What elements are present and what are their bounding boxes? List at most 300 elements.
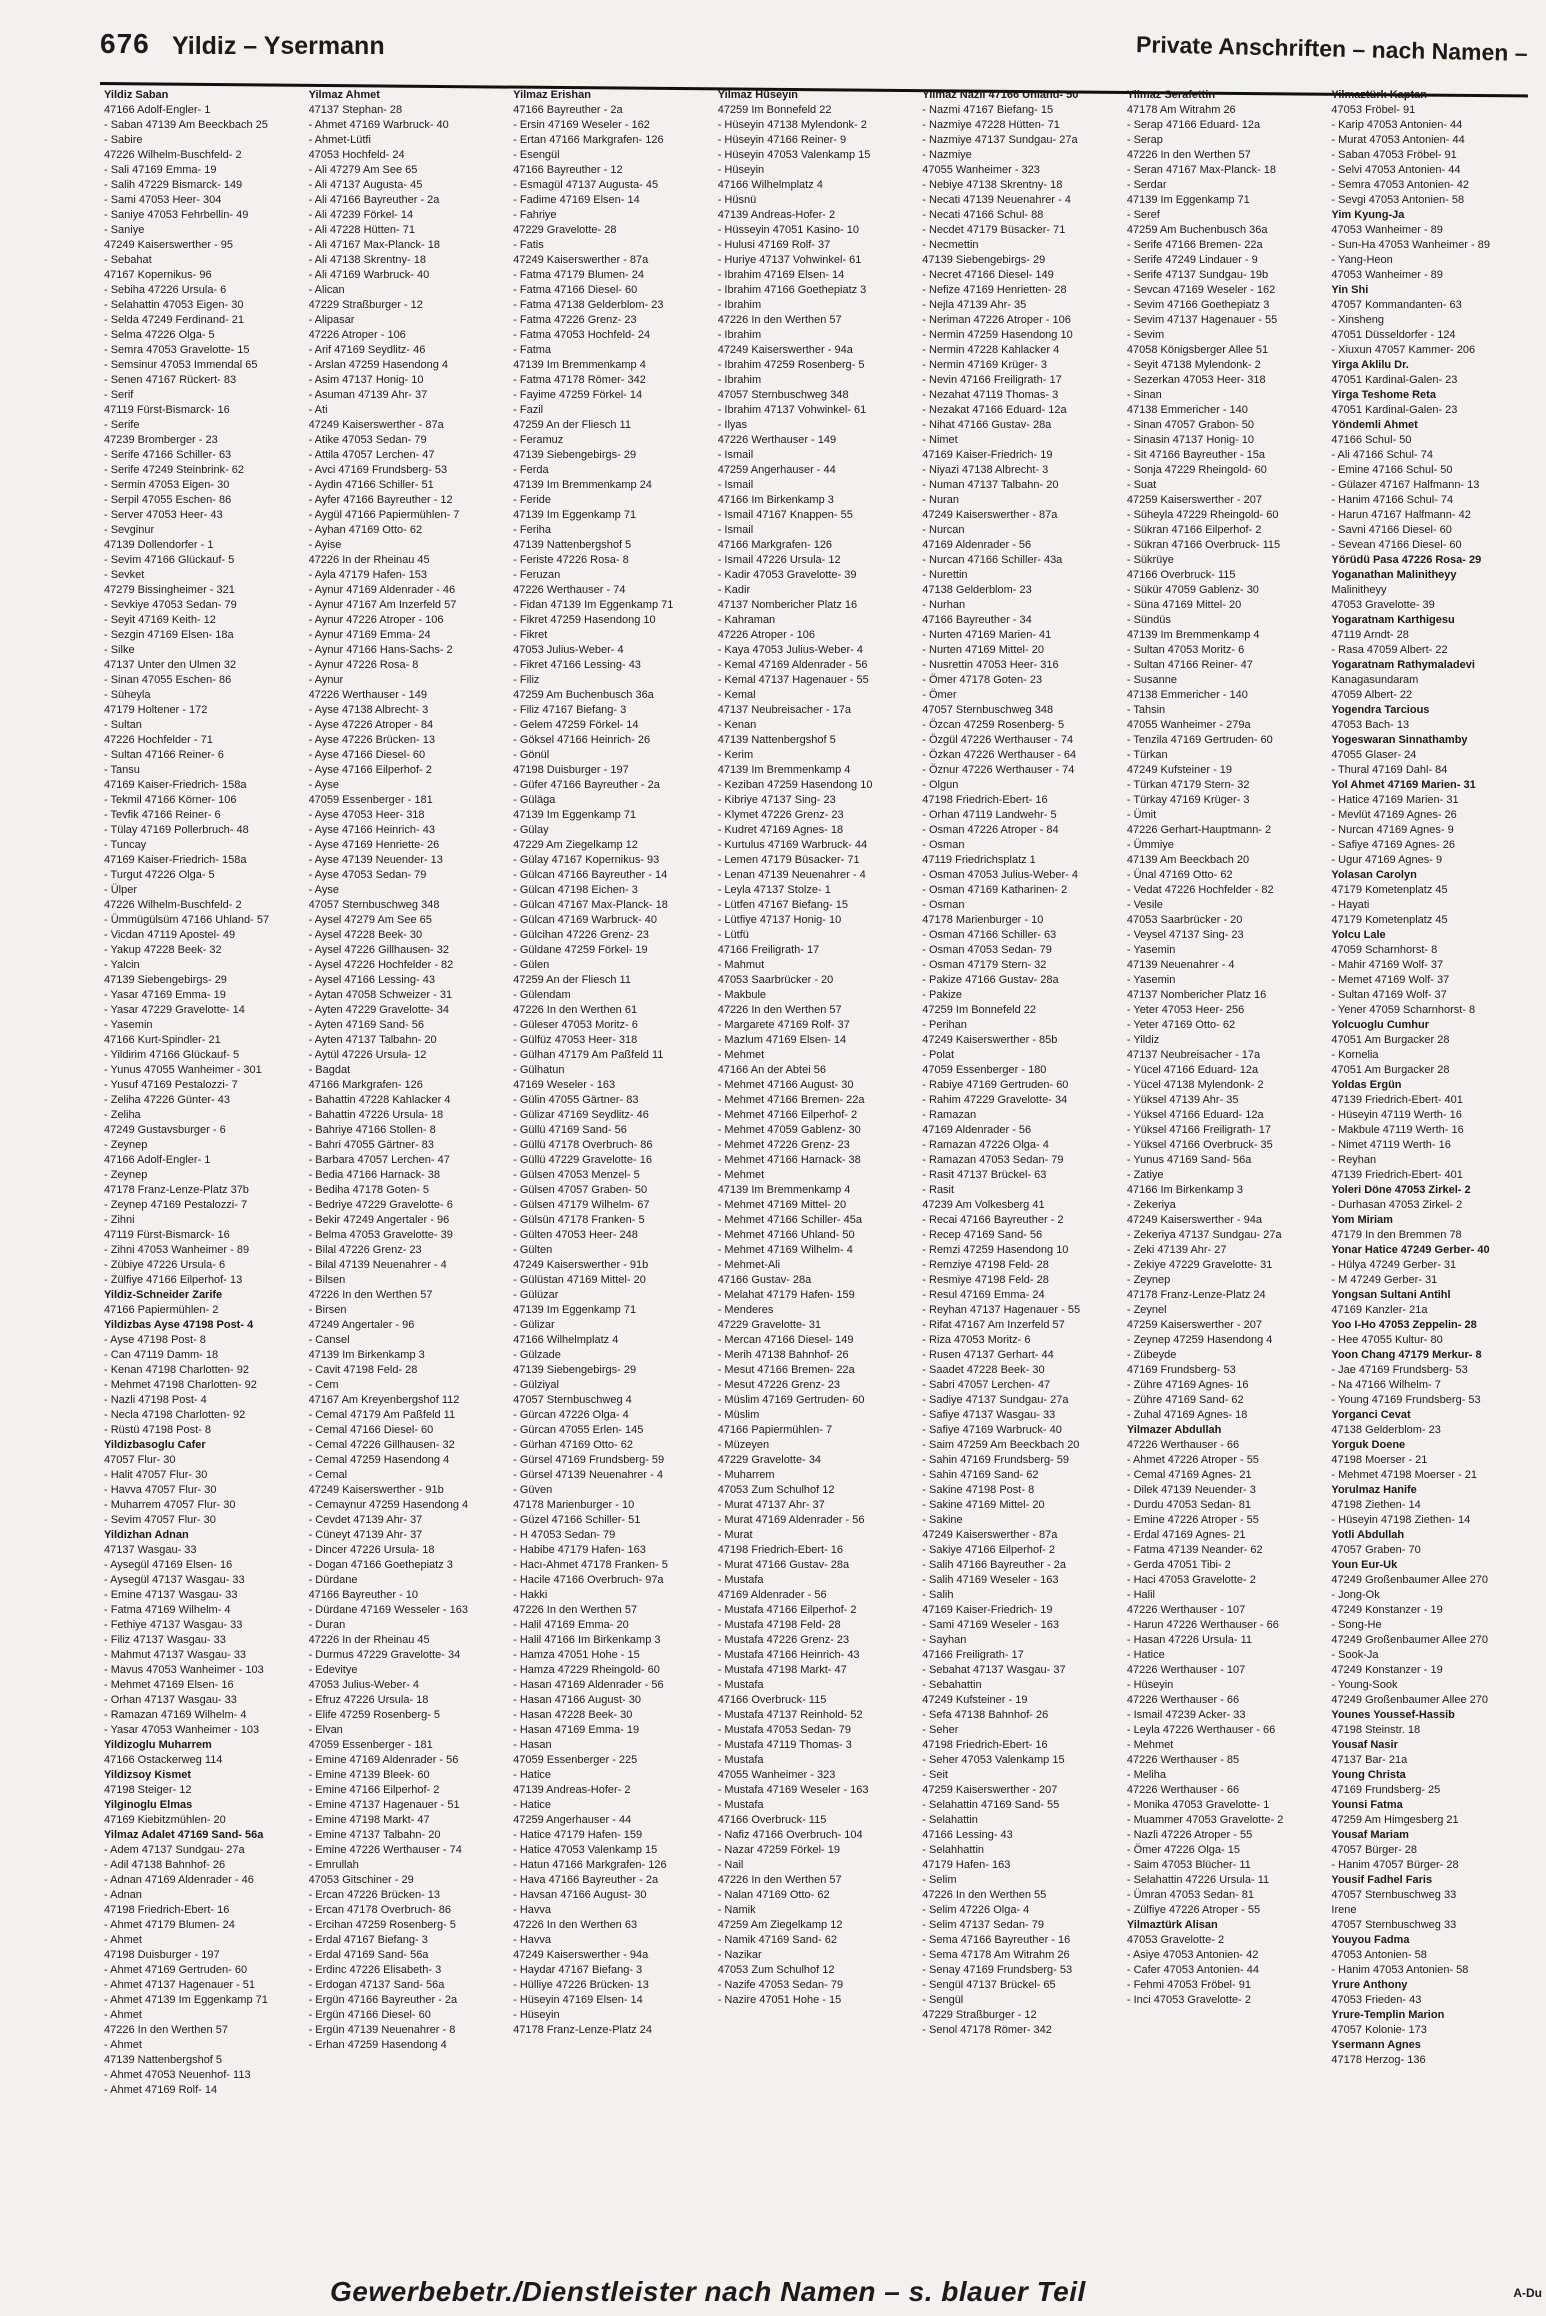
listing-entry: - Ayse 47169 Henriette- 26 <box>308 839 440 851</box>
listing-entry: - Sebahattin <box>922 1679 982 1691</box>
listing-entry: 47057 Graben- 70 <box>1331 1544 1421 1556</box>
listing-entry: - Mustafa 47226 Grenz- 23 <box>717 1634 850 1646</box>
listing-entry: - Ömer 47226 Olga- 15 <box>1126 1844 1240 1856</box>
listing-entry: - Fatma 47226 Grenz- 23 <box>513 314 637 326</box>
listing-entry: - Fatis <box>513 239 544 251</box>
listing-entry: 47053 Wanheimer - 89 <box>1331 224 1443 236</box>
listing-entry: - Cemal 47179 Am Paßfeld 11 <box>308 1409 456 1421</box>
listing-entry: - Serap 47166 Eduard- 12a <box>1126 119 1261 131</box>
listing-entry: - Mehmet 47166 Schiller- 45a <box>717 1214 862 1226</box>
listing-entry: - Bekir 47249 Angertaler - 96 <box>308 1214 450 1226</box>
listing-entry: - Erdal 47169 Sand- 56a <box>308 1949 429 1961</box>
listing-entry: 47226 Gerhart-Hauptmann- 2 <box>1126 824 1272 836</box>
listing-entry: - Ayse 47166 Diesel- 60 <box>308 749 426 761</box>
listing-entry: - Rahim 47229 Gravelotte- 34 <box>922 1094 1068 1106</box>
listing-entry: - Kemal 47169 Aldenrader - 56 <box>717 659 868 671</box>
listing-entry: 47166 Bayreuther - 10 <box>308 1589 419 1601</box>
listing-surname-entry: Yirga Aklilu Dr. <box>1331 359 1409 371</box>
listing-entry: - Perihan <box>922 1019 967 1031</box>
listing-surname-entry: Yolcuoglu Cumhur <box>1331 1019 1429 1031</box>
listing-surname-entry: Yogendra Tarcious <box>1331 704 1430 716</box>
listing-entry: - Güzel 47166 Schiller- 51 <box>513 1514 641 1526</box>
listing-entry: - Emine 47226 Atroper - 55 <box>1126 1514 1259 1526</box>
listing-entry: - Selma 47226 Olga- 5 <box>104 329 215 341</box>
listing-entry: - Hasan 47169 Aldenrader - 56 <box>513 1679 664 1691</box>
listing-entry: - Mustafa 47137 Reinhold- 52 <box>717 1709 863 1721</box>
listing-entry: - Yunus 47169 Sand- 56a <box>1126 1154 1252 1166</box>
listing-entry: 47198 Duisburger - 197 <box>513 764 629 776</box>
listing-entry: - Harun 47226 Werthauser - 66 <box>1126 1619 1279 1631</box>
listing-entry: - Hacı-Ahmet 47178 Franken- 5 <box>513 1559 668 1571</box>
listing-entry: - Aysel 47226 Gillhausen- 32 <box>308 944 450 956</box>
listing-entry: 47119 Arndt- 28 <box>1331 629 1409 641</box>
listing-entry: - Güllü 47169 Sand- 56 <box>513 1124 627 1136</box>
listing-entry: - Filiz <box>513 674 540 686</box>
listing-entry: - Havva 47057 Flur- 30 <box>104 1484 217 1496</box>
listing-entry: - Fehmi 47053 Fröbel- 91 <box>1126 1979 1251 1991</box>
listing-entry: - Ramazan <box>922 1109 977 1121</box>
listing-entry: - Hamza 47229 Rheingold- 60 <box>513 1664 660 1676</box>
listing-entry: - Rabiye 47169 Gertruden- 60 <box>922 1079 1069 1091</box>
listing-entry: 47139 Im Eggenkamp 71 <box>513 809 637 821</box>
listing-entry: - Veysel 47137 Sing- 23 <box>1126 929 1244 941</box>
listing-entry: 47166 Wilhelmplatz 4 <box>513 1334 619 1346</box>
listing-entry: 47249 Angertaler - 96 <box>308 1319 415 1331</box>
listing-entry: - Feramuz <box>513 434 564 446</box>
listing-entry: 47169 Weseler - 163 <box>513 1079 616 1091</box>
listing-entry: 47169 Kaiser-Friedrich- 158a <box>104 779 247 791</box>
listing-entry: 47198 Steiger- 12 <box>104 1784 192 1796</box>
listing-entry: 47166 Papiermühlen- 2 <box>104 1304 219 1316</box>
listing-entry: - Güllü 47229 Gravelotte- 16 <box>513 1154 652 1166</box>
listing-entry: - Yasar 47053 Wanheimer - 103 <box>104 1724 260 1736</box>
listing-entry: - Mehmet 47166 Harnack- 38 <box>717 1154 861 1166</box>
listing-entry: - Margarete 47169 Rolf- 37 <box>717 1019 850 1031</box>
listing-entry: 47167 Am Kreyenbergshof 112 <box>308 1394 460 1406</box>
listing-entry: 47249 Kaiserswerther - 87a <box>308 419 444 431</box>
listing-entry: - Sengül <box>922 1994 964 2006</box>
listing-entry: - Hüseyin <box>513 2009 560 2021</box>
listing-entry: - Monika 47053 Gravelotte- 1 <box>1126 1799 1270 1811</box>
listing-entry: - Ali 47166 Schul- 74 <box>1331 449 1433 461</box>
listing-entry: - Sakiye 47166 Eilperhof- 2 <box>922 1544 1055 1556</box>
listing-entry: - Mehmet <box>717 1049 765 1061</box>
listing-entry: 47198 Friedrich-Ebert- 16 <box>922 794 1048 806</box>
listing-entry: - Güldane 47259 Förkel- 19 <box>513 944 648 956</box>
listing-entry: - Hatun 47166 Markgrafen- 126 <box>513 1859 667 1871</box>
listing-entry: - Sevcan 47169 Weseler - 162 <box>1126 284 1276 296</box>
listing-entry: - Serpil 47055 Eschen- 86 <box>104 494 232 506</box>
listing-entry: 47226 Wilhelm-Buschfeld- 2 <box>104 149 242 161</box>
listing-entry: - Selim 47137 Sedan- 79 <box>922 1919 1044 1931</box>
listing-entry: - Dogan 47166 Goethepiatz 3 <box>308 1559 453 1571</box>
listing-entry: - Ibrahim 47137 Vohwinkel- 61 <box>717 404 867 416</box>
listing-entry: 47166 Overbruck- 115 <box>1126 569 1236 581</box>
listing-entry: - Havsan 47166 August- 30 <box>513 1889 647 1901</box>
listing-entry: - Ali 47279 Am See 65 <box>308 164 418 176</box>
listing-entry: - Adil 47138 Bahnhof- 26 <box>104 1859 226 1871</box>
listing-entry: 47139 Friedrich-Ebert- 401 <box>1331 1169 1463 1181</box>
listing-entry: - Selahattin 47053 Eigen- 30 <box>104 299 244 311</box>
listing-entry: 47057 Kommandanten- 63 <box>1331 299 1462 311</box>
listing-entry: - Murat 47053 Antonien- 44 <box>1331 134 1465 146</box>
listing-entry: - Gülsen 47053 Menzel- 5 <box>513 1169 640 1181</box>
listing-entry: - Resmiye 47198 Feld- 28 <box>922 1274 1049 1286</box>
listing-entry: - Sultan 47053 Moritz- 6 <box>1126 644 1245 656</box>
listing-entry: - Gülin 47055 Gärtner- 83 <box>513 1094 639 1106</box>
listing-entry: 47057 Sternbuschweg 348 <box>922 704 1054 716</box>
listing-entry: 47259 Angerhauser - 44 <box>513 1814 632 1826</box>
listing-entry: - Sinan 47055 Eschen- 86 <box>104 674 232 686</box>
listing-entry: 47166 Schul- 50 <box>1331 434 1412 446</box>
listing-entry: - Saniye 47053 Fehrbellin- 49 <box>104 209 249 221</box>
listing-entry: - Yasemin <box>1126 944 1176 956</box>
listing-entry: - Cemal 47259 Hasendong 4 <box>308 1454 450 1466</box>
listing-entry: - Ramazan 47226 Olga- 4 <box>922 1139 1049 1151</box>
listing-entry: - Ergün 47166 Diesel- 60 <box>308 2009 431 2021</box>
listing-entry: - Sultan 47166 Reiner- 47 <box>1126 659 1253 671</box>
listing-entry: - Zeynep <box>104 1139 148 1151</box>
listing-entry: - Zihni <box>104 1214 135 1226</box>
listing-entry: - Zeliha <box>104 1109 141 1121</box>
listing-entry: - Esmagül 47137 Augusta- 45 <box>513 179 659 191</box>
listing-entry: 47138 Emmericher - 140 <box>1126 689 1248 701</box>
listing-entry: - Kurtulus 47169 Warbruck- 44 <box>717 839 868 851</box>
listing-entry: - Hüseyin 47198 Ziethen- 14 <box>1331 1514 1471 1526</box>
listing-surname-entry: Yilmaz Hüseyin <box>717 89 798 101</box>
listing-entry: - Elife 47259 Rosenberg- 5 <box>308 1709 441 1721</box>
listing-entry: - Zatiye <box>1126 1169 1164 1181</box>
listing-entry: - Gürsel 47169 Frundsberg- 59 <box>513 1454 665 1466</box>
listing-entry: - Mavus 47053 Wanheimer - 103 <box>104 1664 264 1676</box>
listing-entry: - Bahri 47055 Gärtner- 83 <box>308 1139 434 1151</box>
listing-entry: - Serife 47166 Schiller- 63 <box>104 449 232 461</box>
listing-entry: - Tansu <box>104 764 140 776</box>
listing-entry: - Fatma 47053 Hochfeld- 24 <box>513 329 651 341</box>
listing-entry: - Sabire <box>104 134 143 146</box>
listing-entry: - Erdal 47167 Biefang- 3 <box>308 1934 428 1946</box>
listing-entry: - Namik <box>717 1904 756 1916</box>
listing-entry: - Sezerkan 47053 Heer- 318 <box>1126 374 1266 386</box>
listing-entry: - Hasan 47226 Ursula- 11 <box>1126 1634 1252 1646</box>
listing-entry: - Bagdat <box>308 1064 351 1076</box>
listing-entry: 47169 Kaiser-Friedrich- 19 <box>922 1604 1053 1616</box>
listing-entry: - Nermin 47169 Krüger- 3 <box>922 359 1048 371</box>
listing-entry: - Ümit <box>1126 809 1157 821</box>
listing-entry: - Ayse 47198 Post- 8 <box>104 1334 206 1346</box>
listing-surname-entry: Yousaf Mariam <box>1331 1829 1409 1841</box>
listing-entry: 47055 Wanheimer - 323 <box>717 1769 836 1781</box>
listing-entry: - Vesile <box>1126 899 1163 911</box>
listing-entry: 47166 Papiermühlen- 7 <box>717 1424 833 1436</box>
listing-entry: 47226 In den Werthen 57 <box>104 2024 228 2036</box>
listing-entry: - Zülfiye 47226 Atroper - 55 <box>1126 1904 1261 1916</box>
listing-surname-entry: Yilmaz Erishan <box>513 89 591 101</box>
listing-entry: 47169 Kaiser-Friedrich- 158a <box>104 854 247 866</box>
listing-entry: - Hacile 47166 Overbruch- 97a <box>513 1574 664 1586</box>
listing-entry: 47178 Franz-Lenze-Platz 37b <box>104 1184 249 1196</box>
listing-entry: - Esengül <box>513 149 560 161</box>
listing-entry: - Lenan 47139 Neuenahrer - 4 <box>717 869 866 881</box>
listing-entry: 47053 Wanheimer - 89 <box>1331 269 1443 281</box>
listing-entry: 47239 Bromberger - 23 <box>104 434 218 446</box>
listing-entry: - Bahattin 47228 Kahlacker 4 <box>308 1094 451 1106</box>
listing-entry: - Mustafa <box>717 1754 764 1766</box>
listing-entry: - Ayse 47226 Brücken- 13 <box>308 734 435 746</box>
listing-entry: - Mehmet <box>1126 1739 1174 1751</box>
listing-entry: - Rifat 47167 Am Inzerfeld 57 <box>922 1319 1065 1331</box>
listing-entry: 47259 Am Himgesberg 21 <box>1331 1814 1459 1826</box>
listing-entry: - Emine 47166 Schul- 50 <box>1331 464 1453 476</box>
listing-entry: - Osman 47226 Atroper - 84 <box>922 824 1059 836</box>
listing-entry: - Gülhatun <box>513 1064 565 1076</box>
listing-entry: - Nejla 47139 Ahr- 35 <box>922 299 1027 311</box>
listing-surname-entry: Yildizsoy Kismet <box>104 1769 192 1781</box>
listing-entry: 47139 Nattenbergshof 5 <box>717 734 836 746</box>
listing-entry: - Erdinc 47226 Elisabeth- 3 <box>308 1964 442 1976</box>
listing-entry: - Hamza 47051 Hohe - 15 <box>513 1649 640 1661</box>
listing-entry: Irene <box>1331 1904 1357 1916</box>
listing-entry: - Serife <box>104 419 140 431</box>
listing-entry: - Erdogan 47137 Sand- 56a <box>308 1979 445 1991</box>
listing-entry: - Feruzan <box>513 569 561 581</box>
listing-entry: - Mehmet 47166 Eilperhof- 2 <box>717 1109 858 1121</box>
listing-entry: - Gülay 47167 Kopernikus- 93 <box>513 854 660 866</box>
listing-entry: 47139 Andreas-Hofer- 2 <box>717 209 836 221</box>
listing-entry: - Merih 47138 Bahnhof- 26 <box>717 1349 849 1361</box>
listing-entry: 47259 Am Ziegelkamp 12 <box>717 1919 843 1931</box>
listing-entry: - Nurcan 47166 Schiller- 43a <box>922 554 1063 566</box>
listing-entry: 47249 Kaiserswerther - 95 <box>104 239 234 251</box>
listing-entry: - Kenan <box>717 719 757 731</box>
listing-entry: 47057 Bürger- 28 <box>1331 1844 1418 1856</box>
listing-entry: - Emine 47166 Eilperhof- 2 <box>308 1784 440 1796</box>
listing-entry: - Selvi 47053 Antonien- 44 <box>1331 164 1461 176</box>
listing-entry: 47059 Essenberger - 225 <box>513 1754 638 1766</box>
listing-entry: - Sahin 47169 Sand- 62 <box>922 1469 1039 1481</box>
listing-entry: 47138 Gelderblom- 23 <box>1331 1424 1441 1436</box>
listing-entry: 47137 Nombericher Platz 16 <box>1126 989 1267 1001</box>
listing-entry: 47226 In den Werthen 63 <box>513 1919 638 1931</box>
listing-entry: 47139 Nattenbergshof 5 <box>513 539 632 551</box>
listing-entry: - Gürhan 47169 Otto- 62 <box>513 1439 633 1451</box>
listing-entry: - Gürcan 47226 Olga- 4 <box>513 1409 629 1421</box>
listing-entry: - Hulusi 47169 Rolf- 37 <box>717 239 831 251</box>
listing-surname-entry: Yom Miriam <box>1331 1214 1393 1226</box>
listing-entry: - Nefize 47169 Henrietten- 28 <box>922 284 1067 296</box>
listing-entry: 47259 Im Bonnefeld 22 <box>922 1004 1037 1016</box>
listing-entry: 47198 Friedrich-Ebert- 16 <box>717 1544 844 1556</box>
listing-entry: 47166 Bayreuther - 34 <box>922 614 1032 626</box>
listing-entry: - Lütfen 47167 Biefang- 15 <box>717 899 848 911</box>
listing-entry: - Seran 47167 Max-Planck- 18 <box>1126 164 1277 176</box>
listing-entry: - Nazmiye <box>922 149 972 161</box>
listing-entry: - Cafer 47053 Antonien- 44 <box>1126 1964 1259 1976</box>
listing-entry: - Rasit <box>922 1184 955 1196</box>
listing-entry: - Meliha <box>1126 1769 1166 1781</box>
listing-entry: - Riza 47053 Moritz- 6 <box>922 1334 1031 1346</box>
listing-entry: - Hava 47166 Bayreuther - 2a <box>513 1874 659 1886</box>
listing-entry: - Ayse <box>308 779 339 791</box>
listing-entry: 47226 Werthauser - 66 <box>1126 1694 1240 1706</box>
listing-entry: 47051 Düsseldorfer - 124 <box>1331 329 1456 341</box>
listing-entry: - Aysel 47279 Am See 65 <box>308 914 432 926</box>
listing-entry: - Ismail <box>717 479 754 491</box>
listing-entry: - Yalcin <box>104 959 140 971</box>
listing-entry: - Nermin 47228 Kahlacker 4 <box>922 344 1060 356</box>
listing-entry: 47053 Zum Schulhof 12 <box>717 1964 835 1976</box>
listing-entry: - Mustafa 47198 Feld- 28 <box>717 1619 841 1631</box>
listing-surname-entry: Yildizoglu Muharrem <box>104 1739 212 1751</box>
listing-entry: - Fatma <box>513 344 552 356</box>
listing-entry: - Hanim 47057 Bürger- 28 <box>1331 1859 1459 1871</box>
listing-entry: - Yasemin <box>104 1019 153 1031</box>
listing-entry: - Muharrem 47057 Flur- 30 <box>104 1499 236 1511</box>
listing-column <box>718 88 913 2260</box>
listing-entry: - Ibrahim 47259 Rosenberg- 5 <box>717 359 865 371</box>
listing-entry: - Saadet 47228 Beek- 30 <box>922 1364 1045 1376</box>
listing-entry: - Kerim <box>717 749 754 761</box>
listing-entry: - Lemen 47179 Büsacker- 71 <box>717 854 860 866</box>
listing-entry: - Emine 47137 Talbahn- 20 <box>308 1829 441 1841</box>
listing-entry: 47226 Werthauser - 74 <box>513 584 626 596</box>
listing-entry: - Kibriye 47137 Sing- 23 <box>717 794 836 806</box>
listing-entry: - Ahmet 47226 Atroper - 55 <box>1126 1454 1259 1466</box>
listing-entry: - Gülendam <box>513 989 571 1001</box>
listing-entry: 47239 Am Volkesberg 41 <box>922 1199 1045 1211</box>
listing-entry: 47139 Im Eggenkamp 71 <box>513 1304 637 1316</box>
listing-entry: - Serap <box>1126 134 1163 146</box>
listing-entry: - Saniye <box>104 224 145 236</box>
listing-entry: 47226 Werthauser - 107 <box>1126 1604 1246 1616</box>
listing-entry: - Yasemin <box>1126 974 1176 986</box>
listing-entry: - Sevim 47166 Glückauf- 5 <box>104 554 235 566</box>
listing-entry: 47139 Friedrich-Ebert- 401 <box>1331 1094 1463 1106</box>
listing-entry: - Serife 47249 Steinbrink- 62 <box>104 464 245 476</box>
listing-entry: - Ahmet-Lütfi <box>308 134 371 146</box>
listing-entry: - Yang-Heon <box>1331 254 1393 266</box>
listing-entry: - Dincer 47226 Ursula- 18 <box>308 1544 435 1556</box>
listing-entry: - Filiz 47167 Biefang- 3 <box>513 704 627 716</box>
listing-entry: - Thural 47169 Dahl- 84 <box>1331 764 1448 776</box>
listing-entry: 47226 In den Werthen 61 <box>513 1004 638 1016</box>
listing-entry: - Nazmiye 47228 Hütten- 71 <box>922 119 1060 131</box>
listing-entry: - Türkan 47179 Stern- 32 <box>1126 779 1250 791</box>
listing-entry: - Hatice <box>513 1769 552 1781</box>
listing-entry: - Silke <box>104 644 135 656</box>
listing-entry: - Kadir <box>717 584 751 596</box>
listing-entry: - Tülay 47169 Pollerbruch- 48 <box>104 824 249 836</box>
listing-entry: - Turgut 47226 Olga- 5 <box>104 869 215 881</box>
listing-entry: 47139 Neuenahrer - 4 <box>1126 959 1235 971</box>
listing-entry: - Ergün 47139 Neuenahrer - 8 <box>308 2024 456 2036</box>
listing-entry: - Hüseyin 47053 Valenkamp 15 <box>717 149 871 161</box>
listing-entry: - Selahhattin <box>922 1844 985 1856</box>
listing-surname-entry: Yrure Anthony <box>1331 1979 1408 1991</box>
footer-note: Gewerbebetr./Dienstleister nach Namen – s. blauer Teil <box>330 2276 1086 2307</box>
listing-entry: 47139 Im Bremmenkamp 4 <box>513 359 646 371</box>
listing-entry: - Feriha <box>513 524 552 536</box>
listing-entry: - Ali 47137 Augusta- 45 <box>308 179 423 191</box>
listing-entry: - Mesut 47166 Bremen- 22a <box>717 1364 855 1376</box>
listing-entry: - Mehmet-Ali <box>717 1259 781 1271</box>
listing-entry: 47249 Großenbaumer Allee 270 <box>1331 1574 1488 1586</box>
listing-entry: - Yeter 47053 Heer- 256 <box>1126 1004 1245 1016</box>
listing-entry: - Mercan 47166 Diesel- 149 <box>717 1334 854 1346</box>
listing-entry: 47226 In den Werthen 57 <box>717 314 842 326</box>
listing-entry: - Rasa 47059 Albert- 22 <box>1331 644 1448 656</box>
listing-entry: 47249 Großenbaumer Allee 270 <box>1331 1694 1488 1706</box>
listing-entry: - Young-Sook <box>1331 1679 1398 1691</box>
listing-entry: - Serife 47166 Bremen- 22a <box>1126 239 1263 251</box>
listing-entry: - Sit 47166 Bayreuther - 15a <box>1126 449 1266 461</box>
listing-entry: - Nebiye 47138 Skrentny- 18 <box>922 179 1063 191</box>
listing-entry: - M 47249 Gerber- 31 <box>1331 1274 1438 1286</box>
listing-entry: - Ayla 47179 Hafen- 153 <box>308 569 428 581</box>
listing-entry: - Zeki 47139 Ahr- 27 <box>1126 1244 1227 1256</box>
listing-entry: - Nurten 47169 Mittel- 20 <box>922 644 1044 656</box>
listing-entry: - Mehmet 47166 Bremen- 22a <box>717 1094 865 1106</box>
listing-column <box>513 88 708 2260</box>
listing-entry: 47179 Hafen- 163 <box>922 1859 1011 1871</box>
listing-entry: - Aysel 47228 Beek- 30 <box>308 929 423 941</box>
listing-entry: - Gülten <box>513 1244 553 1256</box>
listing-entry: - Ahmet 47169 Gertruden- 60 <box>104 1964 248 1976</box>
listing-entry: - Remziye 47198 Feld- 28 <box>922 1259 1049 1271</box>
listing-entry: - Ahmet 47169 Rolf- 14 <box>104 2084 218 2096</box>
listing-entry: 47059 Essenberger - 180 <box>922 1064 1047 1076</box>
listing-entry: - Selda 47249 Ferdinand- 21 <box>104 314 245 326</box>
listing-entry: 47053 Julius-Weber- 4 <box>308 1679 420 1691</box>
listing-entry: 47139 Im Birkenkamp 3 <box>308 1349 425 1361</box>
listing-entry: - Resul 47169 Emma- 24 <box>922 1289 1045 1301</box>
listing-entry: - Nihat 47166 Gustav- 28a <box>922 419 1052 431</box>
listing-entry: - Hatice 47053 Valenkamp 15 <box>513 1844 658 1856</box>
listing-entry: 47058 Königsberger Allee 51 <box>1126 344 1269 356</box>
listing-entry: - Mehmet 47169 Mittel- 20 <box>717 1199 847 1211</box>
listing-entry: - Ahmet <box>104 1934 142 1946</box>
listing-entry: - Cem <box>308 1379 339 1391</box>
listing-entry: - Gülizar 47169 Seydlitz- 46 <box>513 1109 649 1121</box>
listing-entry: - Klymet 47226 Grenz- 23 <box>717 809 844 821</box>
listing-surname-entry: Yorganci Cevat <box>1331 1409 1411 1421</box>
listing-entry: - Mehmet 47166 August- 30 <box>717 1079 854 1091</box>
listing-entry: - Inci 47053 Gravelotte- 2 <box>1126 1994 1251 2006</box>
listing-surname-entry: Youn Eur-Uk <box>1331 1559 1398 1571</box>
listing-entry: 47259 Am Buchenbusch 36a <box>513 689 654 701</box>
listing-entry: - Öznur 47226 Werthauser - 74 <box>922 764 1075 776</box>
listing-entry: - Halil 47166 Im Birkenkamp 3 <box>513 1634 661 1646</box>
listing-entry: - Senay 47169 Frundsberg- 53 <box>922 1964 1073 1976</box>
listing-entry: - Salih 47229 Bismarck- 149 <box>104 179 243 191</box>
listing-entry: 47139 Siebengebirgs- 29 <box>513 1364 637 1376</box>
listing-entry: - Dürdane <box>308 1574 358 1586</box>
listing-entry: 47053 Bach- 13 <box>1331 719 1410 731</box>
listing-entry: 47166 Bayreuther - 12 <box>513 164 623 176</box>
listing-entry: - Sündüs <box>1126 614 1171 626</box>
listing-entry: - Ayse 47166 Heinrich- 43 <box>308 824 435 836</box>
listing-entry: - Zuhal 47169 Agnes- 18 <box>1126 1409 1248 1421</box>
listing-entry: - Havva <box>513 1904 552 1916</box>
listing-entry: - Ülper <box>104 884 138 896</box>
listing-entry: 47226 Atroper - 106 <box>308 329 406 341</box>
listing-entry: - Sezgin 47169 Elsen- 18a <box>104 629 234 641</box>
listing-entry: 47137 Stephan- 28 <box>308 104 403 116</box>
listing-entry: 47053 Zum Schulhof 12 <box>717 1484 835 1496</box>
listing-entry: - Fatma 47138 Gelderblom- 23 <box>513 299 664 311</box>
listing-entry: - Huriye 47137 Vohwinkel- 61 <box>717 254 862 266</box>
listing-entry: - Selahattin 47226 Ursula- 11 <box>1126 1874 1270 1886</box>
